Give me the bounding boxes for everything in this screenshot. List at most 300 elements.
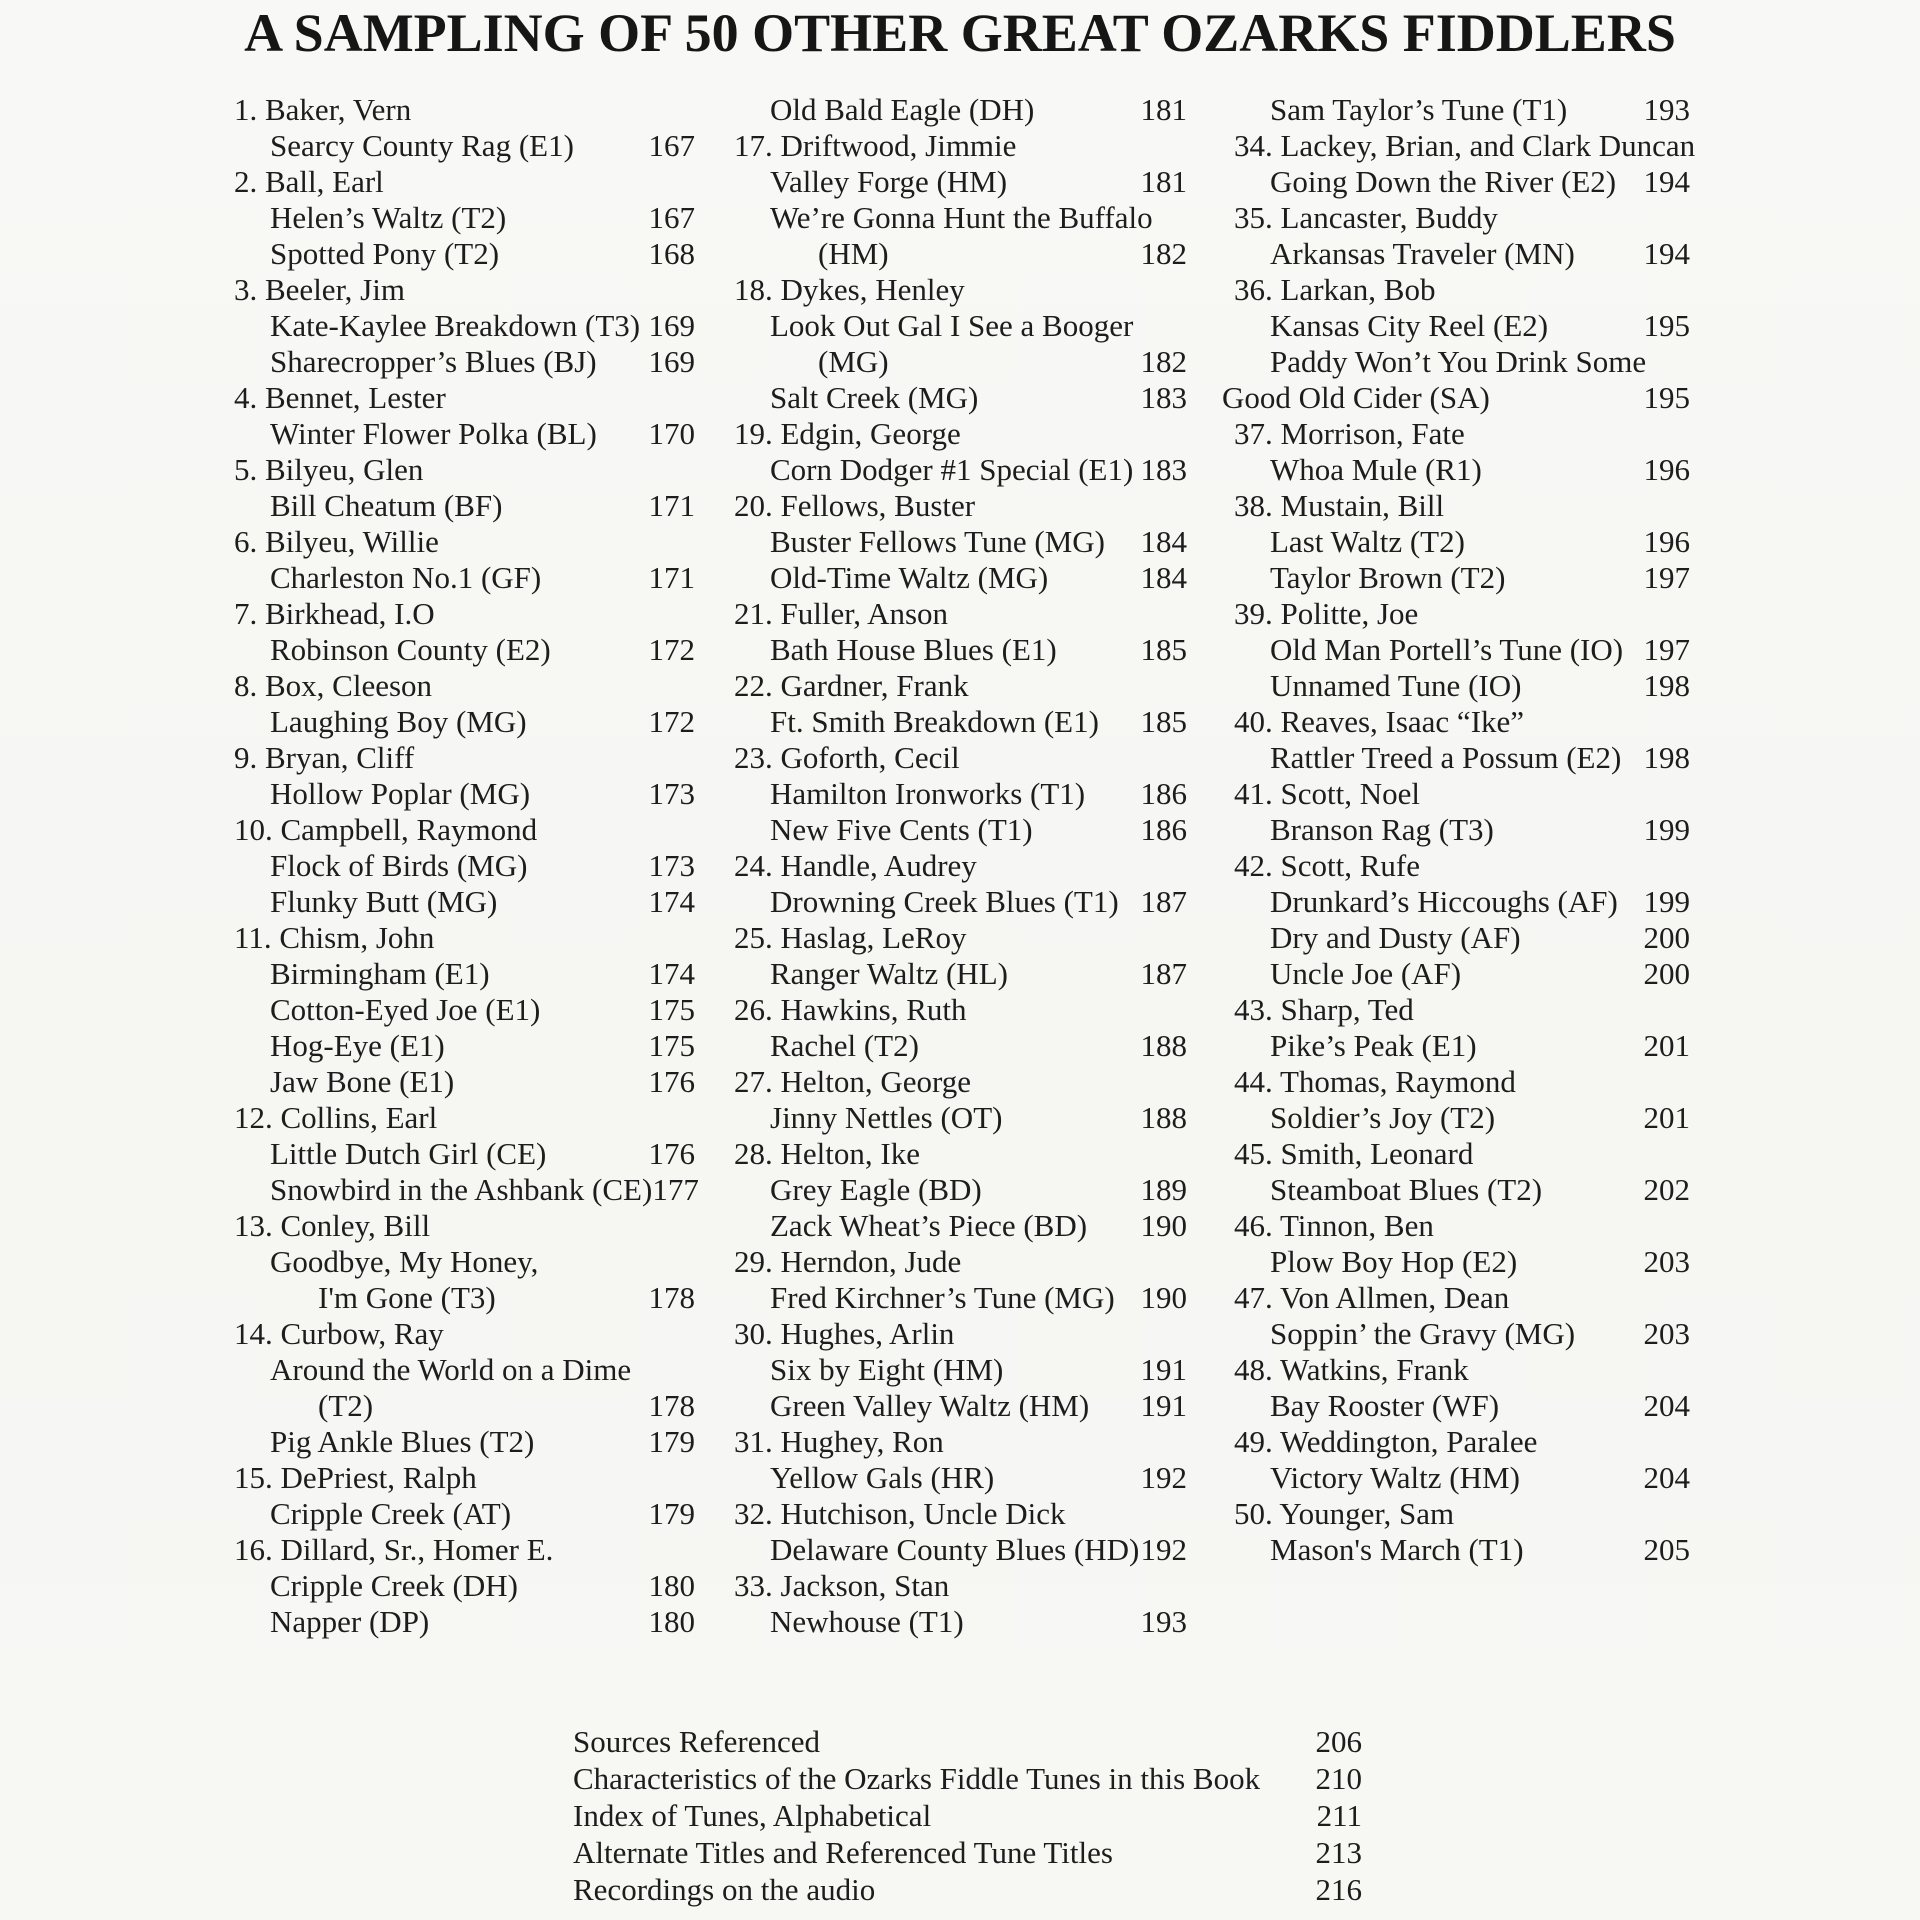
- tune-title: Delaware County Blues (HD): [770, 1532, 1140, 1567]
- tune-title: Zack Wheat’s Piece (BD): [770, 1208, 1088, 1243]
- toc-column-1: [222, 92, 699, 1640]
- fiddler-entry: [1222, 272, 1690, 308]
- fiddler-name: 9. Bryan, Cliff: [234, 740, 415, 775]
- tune-entry: [722, 1604, 1187, 1640]
- fiddler-entry: [722, 668, 1187, 704]
- tune-title: Spotted Pony (T2): [270, 236, 500, 271]
- tune-entry: [1222, 308, 1690, 344]
- fiddler-entry: [222, 164, 695, 200]
- page-number: 197: [1643, 632, 1690, 667]
- tune-title: Ranger Waltz (HL): [770, 956, 1008, 991]
- page-number: 189: [1140, 1172, 1187, 1207]
- tune-entry: [722, 884, 1187, 920]
- page-number: 184: [1140, 560, 1187, 595]
- tune-entry: [1222, 632, 1690, 668]
- tune-title: Old Man Portell’s Tune (IO): [1270, 632, 1624, 667]
- tune-entry: [222, 416, 695, 452]
- fiddler-name: 50. Younger, Sam: [1234, 1496, 1455, 1531]
- tune-title: Plow Boy Hop (E2): [1270, 1244, 1518, 1279]
- tune-entry: [1222, 380, 1690, 416]
- page-number: 182: [1140, 344, 1187, 379]
- tune-entry: [222, 344, 695, 380]
- fiddler-name: 10. Campbell, Raymond: [234, 812, 538, 847]
- page-number: 180: [648, 1604, 695, 1639]
- tune-title: Drunkard’s Hiccoughs (AF): [1270, 884, 1618, 919]
- fiddler-entry: [222, 92, 695, 128]
- tune-title: Soldier’s Joy (T2): [1270, 1100, 1496, 1135]
- tune-entry: [222, 1244, 695, 1280]
- page-number: 169: [648, 308, 695, 343]
- tune-title: Bill Cheatum (BF): [270, 488, 503, 523]
- tune-title: (MG): [818, 344, 889, 379]
- fiddler-entry: [1222, 1208, 1690, 1244]
- fiddler-entry: [1222, 128, 1696, 164]
- tune-entry: [222, 1388, 695, 1424]
- page-number: 213: [1315, 1835, 1362, 1870]
- page-number: 185: [1140, 632, 1187, 667]
- tune-entry: [222, 1604, 695, 1640]
- page-number: 183: [1140, 380, 1187, 415]
- page-number: 201: [1643, 1100, 1690, 1135]
- tune-title: Old-Time Waltz (MG): [770, 560, 1049, 595]
- fiddler-name: 48. Watkins, Frank: [1234, 1352, 1469, 1387]
- tune-title: Yellow Gals (HR): [770, 1460, 995, 1495]
- page-number: 205: [1643, 1532, 1690, 1567]
- tune-entry: [1222, 1244, 1690, 1280]
- tune-title: Sharecropper’s Blues (BJ): [270, 344, 597, 379]
- tune-entry: [722, 776, 1187, 812]
- fiddler-name: 1. Baker, Vern: [234, 92, 412, 127]
- page-number: 172: [648, 632, 695, 667]
- page-number: 195: [1643, 380, 1690, 415]
- tune-title: Soppin’ the Gravy (MG): [1270, 1316, 1576, 1351]
- page-number: 170: [648, 416, 695, 451]
- tune-title: Good Old Cider (SA): [1222, 380, 1490, 415]
- page-number: 194: [1643, 164, 1690, 199]
- footer-label: Alternate Titles and Referenced Tune Titles: [573, 1835, 1113, 1870]
- fiddler-name: 23. Goforth, Cecil: [734, 740, 960, 775]
- tune-title: Kansas City Reel (E2): [1270, 308, 1549, 343]
- footer-entry: [573, 1723, 1362, 1760]
- fiddler-entry: [1222, 848, 1690, 884]
- page-number: 200: [1643, 956, 1690, 991]
- fiddler-name: 19. Edgin, George: [734, 416, 961, 451]
- tune-title: Around the World on a Dime: [270, 1352, 632, 1387]
- tune-title: Grey Eagle (BD): [770, 1172, 982, 1207]
- tune-entry: [222, 1280, 695, 1316]
- fiddler-entry: [722, 1136, 1187, 1172]
- fiddler-name: 17. Driftwood, Jimmie: [734, 128, 1017, 163]
- page-number: 199: [1643, 812, 1690, 847]
- tune-entry: [722, 1280, 1187, 1316]
- fiddler-entry: [722, 920, 1187, 956]
- tune-entry: [722, 1172, 1187, 1208]
- tune-entry: [1222, 884, 1690, 920]
- tune-title: Victory Waltz (HM): [1270, 1460, 1520, 1495]
- tune-entry: [222, 200, 695, 236]
- fiddler-entry: [1222, 1352, 1690, 1388]
- fiddler-entry: [722, 1244, 1187, 1280]
- fiddler-name: 5. Bilyeu, Glen: [234, 452, 424, 487]
- tune-entry: [1222, 1460, 1690, 1496]
- tune-title: Branson Rag (T3): [1270, 812, 1494, 847]
- page-number: 181: [1140, 164, 1187, 199]
- fiddler-entry: [1222, 776, 1690, 812]
- fiddler-name: 8. Box, Cleeson: [234, 668, 433, 703]
- tune-title: Kate-Kaylee Breakdown (T3): [270, 308, 641, 343]
- tune-title: Bay Rooster (WF): [1270, 1388, 1500, 1423]
- tune-title: Cripple Creek (DH): [270, 1568, 518, 1603]
- page-number: 176: [648, 1136, 695, 1171]
- tune-entry: [222, 632, 695, 668]
- fiddler-name: 49. Weddington, Paralee: [1234, 1424, 1538, 1459]
- tune-title: Little Dutch Girl (CE): [270, 1136, 547, 1171]
- page-number: 181: [1140, 92, 1187, 127]
- tune-title: Napper (DP): [270, 1604, 430, 1639]
- fiddler-name: 14. Curbow, Ray: [234, 1316, 444, 1351]
- page-number: 168: [648, 236, 695, 271]
- page-number: 179: [648, 1424, 695, 1459]
- fiddler-name: 13. Conley, Bill: [234, 1208, 431, 1243]
- tune-entry: [222, 704, 695, 740]
- fiddler-name: 47. Von Allmen, Dean: [1234, 1280, 1510, 1315]
- fiddler-name: 3. Beeler, Jim: [234, 272, 405, 307]
- tune-entry: [1222, 668, 1690, 704]
- tune-entry: [1222, 812, 1690, 848]
- tune-title: Snowbird in the Ashbank (CE): [270, 1172, 653, 1207]
- tune-entry: [722, 1460, 1187, 1496]
- fiddler-name: 21. Fuller, Anson: [734, 596, 949, 631]
- tune-entry: [722, 236, 1187, 272]
- tune-title: Corn Dodger #1 Special (E1): [770, 452, 1134, 487]
- fiddler-name: 25. Haslag, LeRoy: [734, 920, 967, 955]
- page-number: 174: [648, 956, 695, 991]
- page-number: 203: [1643, 1244, 1690, 1279]
- tune-entry: [1222, 524, 1690, 560]
- tune-entry: [722, 92, 1187, 128]
- tune-title: Old Bald Eagle (DH): [770, 92, 1035, 127]
- page-number: 197: [1643, 560, 1690, 595]
- page-number: 175: [648, 992, 695, 1027]
- tune-entry: [222, 1568, 695, 1604]
- fiddler-entry: [1222, 1136, 1690, 1172]
- tune-entry: [722, 344, 1187, 380]
- tune-title: Flunky Butt (MG): [270, 884, 498, 919]
- fiddler-name: 28. Helton, Ike: [734, 1136, 920, 1171]
- fiddler-name: 24. Handle, Audrey: [734, 848, 977, 883]
- toc-column-3: [1222, 92, 1696, 1568]
- fiddler-name: 20. Fellows, Buster: [734, 488, 976, 523]
- tune-entry: [222, 1172, 699, 1208]
- fiddler-entry: [222, 1100, 695, 1136]
- tune-entry: [222, 776, 695, 812]
- fiddler-entry: [222, 1316, 695, 1352]
- tune-title: Ft. Smith Breakdown (E1): [770, 704, 1099, 739]
- page-number: 188: [1140, 1100, 1187, 1135]
- footer-label: Characteristics of the Ozarks Fiddle Tunes in this Book: [573, 1761, 1261, 1796]
- fiddler-entry: [1222, 704, 1690, 740]
- footer-label: Sources Referenced: [573, 1724, 821, 1759]
- fiddler-name: 26. Hawkins, Ruth: [734, 992, 967, 1027]
- tune-title: Unnamed Tune (IO): [1270, 668, 1522, 703]
- fiddler-name: 32. Hutchison, Uncle Dick: [734, 1496, 1066, 1531]
- tune-title: Bath House Blues (E1): [770, 632, 1057, 667]
- tune-entry: [222, 128, 695, 164]
- page-number: 196: [1643, 452, 1690, 487]
- fiddler-entry: [722, 596, 1187, 632]
- fiddler-name: 16. Dillard, Sr., Homer E.: [234, 1532, 554, 1567]
- page-number: 176: [648, 1064, 695, 1099]
- tune-title: Look Out Gal I See a Booger: [770, 308, 1134, 343]
- fiddler-entry: [1222, 992, 1690, 1028]
- page-number: 177: [652, 1172, 699, 1207]
- tune-title: Winter Flower Polka (BL): [270, 416, 597, 451]
- fiddler-entry: [222, 1532, 695, 1568]
- fiddler-entry: [1222, 1280, 1690, 1316]
- fiddler-entry: [1222, 416, 1690, 452]
- fiddler-entry: [1222, 1496, 1690, 1532]
- fiddler-entry: [722, 1424, 1187, 1460]
- page-number: 196: [1643, 524, 1690, 559]
- tune-entry: [722, 1388, 1187, 1424]
- tune-entry: [722, 1532, 1187, 1568]
- tune-entry: [1222, 344, 1690, 380]
- tune-entry: [222, 992, 695, 1028]
- tune-entry: [722, 956, 1187, 992]
- fiddler-entry: [722, 488, 1187, 524]
- fiddler-entry: [722, 416, 1187, 452]
- tune-title: Arkansas Traveler (MN): [1270, 236, 1575, 271]
- tune-title: Buster Fellows Tune (MG): [770, 524, 1106, 559]
- tune-entry: [722, 380, 1187, 416]
- page-number: 187: [1140, 956, 1187, 991]
- tune-title: Birmingham (E1): [270, 956, 490, 991]
- fiddler-entry: [722, 1496, 1187, 1532]
- fiddler-entry: [222, 1460, 695, 1496]
- fiddler-name: 40. Reaves, Isaac “Ike”: [1234, 704, 1525, 739]
- tune-entry: [1222, 560, 1690, 596]
- tune-entry: [222, 1028, 695, 1064]
- page-number: 167: [648, 128, 695, 163]
- tune-title: Jinny Nettles (OT): [770, 1100, 1003, 1135]
- page-title: A SAMPLING OF 50 OTHER GREAT OZARKS FIDDLERS: [244, 3, 1676, 63]
- page-number: 172: [648, 704, 695, 739]
- fiddler-name: 41. Scott, Noel: [1234, 776, 1420, 811]
- tune-entry: [1222, 452, 1690, 488]
- fiddler-entry: [722, 740, 1187, 776]
- fiddler-entry: [1222, 596, 1690, 632]
- fiddler-name: 42. Scott, Rufe: [1234, 848, 1420, 883]
- tune-entry: [222, 848, 695, 884]
- tune-entry: [222, 884, 695, 920]
- tune-entry: [1222, 1532, 1690, 1568]
- tune-entry: [222, 308, 695, 344]
- tune-entry: [222, 488, 695, 524]
- page-number: 210: [1315, 1761, 1362, 1796]
- fiddler-name: 46. Tinnon, Ben: [1234, 1208, 1434, 1243]
- fiddler-entry: [1222, 488, 1690, 524]
- page-number: 184: [1140, 524, 1187, 559]
- tune-entry: [722, 560, 1187, 596]
- page-number: 178: [648, 1280, 695, 1315]
- fiddler-entry: [722, 128, 1187, 164]
- fiddler-name: 2. Ball, Earl: [234, 164, 384, 199]
- page-number: 167: [648, 200, 695, 235]
- tune-entry: [1222, 1388, 1690, 1424]
- fiddler-name: 45. Smith, Leonard: [1234, 1136, 1474, 1171]
- page-number: 180: [648, 1568, 695, 1603]
- tune-entry: [722, 308, 1187, 344]
- tune-entry: [222, 956, 695, 992]
- tune-entry: [722, 1028, 1187, 1064]
- tune-entry: [1222, 1100, 1690, 1136]
- fiddler-entry: [222, 920, 695, 956]
- tune-title: Hamilton Ironworks (T1): [770, 776, 1086, 811]
- fiddler-entry: [222, 812, 695, 848]
- tune-entry: [722, 632, 1187, 668]
- fiddler-entry: [222, 668, 695, 704]
- fiddler-name: 33. Jackson, Stan: [734, 1568, 950, 1603]
- page-number: 173: [648, 848, 695, 883]
- page-number: 201: [1643, 1028, 1690, 1063]
- tune-title: Last Waltz (T2): [1270, 524, 1465, 559]
- tune-entry: [1222, 1172, 1690, 1208]
- tune-title: Pig Ankle Blues (T2): [270, 1424, 535, 1459]
- tune-title: Six by Eight (HM): [770, 1352, 1004, 1387]
- footer-entry: [573, 1871, 1362, 1908]
- page-number: 191: [1140, 1388, 1187, 1423]
- tune-title: Drowning Creek Blues (T1): [770, 884, 1119, 919]
- tune-entry: [722, 164, 1187, 200]
- page-number: 203: [1643, 1316, 1690, 1351]
- fiddler-entry: [722, 272, 1187, 308]
- tune-title: Rachel (T2): [770, 1028, 919, 1063]
- tune-title: Hollow Poplar (MG): [270, 776, 531, 811]
- tune-entry: [722, 200, 1187, 236]
- tune-title: Dry and Dusty (AF): [1270, 920, 1521, 955]
- page-number: 186: [1140, 812, 1187, 847]
- page-number: 211: [1316, 1798, 1362, 1833]
- tune-title: (T2): [318, 1388, 374, 1423]
- tune-title: Flock of Birds (MG): [270, 848, 528, 883]
- page-number: 204: [1643, 1460, 1690, 1495]
- page-number: 216: [1315, 1872, 1362, 1907]
- fiddler-name: 43. Sharp, Ted: [1234, 992, 1414, 1027]
- fiddler-name: 7. Birkhead, I.O: [234, 596, 435, 631]
- fiddler-name: 44. Thomas, Raymond: [1234, 1064, 1516, 1099]
- fiddler-name: 18. Dykes, Henley: [734, 272, 965, 307]
- fiddler-name: 39. Politte, Joe: [1234, 596, 1419, 631]
- tune-title: Salt Creek (MG): [770, 380, 979, 415]
- tune-entry: [1222, 1316, 1690, 1352]
- tune-title: Newhouse (T1): [770, 1604, 964, 1639]
- fiddler-name: 30. Hughes, Arlin: [734, 1316, 955, 1351]
- fiddler-name: 29. Herndon, Jude: [734, 1244, 962, 1279]
- fiddler-entry: [222, 380, 695, 416]
- tune-entry: [222, 236, 695, 272]
- tune-entry: [222, 1424, 695, 1460]
- tune-entry: [722, 452, 1187, 488]
- tune-entry: [722, 1352, 1187, 1388]
- page-number: 199: [1643, 884, 1690, 919]
- fiddler-name: 4. Bennet, Lester: [234, 380, 446, 415]
- tune-title: Searcy County Rag (E1): [270, 128, 574, 163]
- tune-entry: [722, 704, 1187, 740]
- fiddler-entry: [222, 740, 695, 776]
- fiddler-name: 22. Gardner, Frank: [734, 668, 969, 703]
- page-number: 175: [648, 1028, 695, 1063]
- tune-entry: [222, 1136, 695, 1172]
- tune-title: Sam Taylor’s Tune (T1): [1270, 92, 1568, 127]
- page-number: 179: [648, 1496, 695, 1531]
- tune-title: Going Down the River (E2): [1270, 164, 1617, 199]
- fiddler-name: 12. Collins, Earl: [234, 1100, 438, 1135]
- tune-title: Cripple Creek (AT): [270, 1496, 512, 1531]
- tune-title: (HM): [818, 236, 889, 271]
- tune-title: Valley Forge (HM): [770, 164, 1008, 199]
- page-number: 171: [648, 488, 695, 523]
- page-number: 188: [1140, 1028, 1187, 1063]
- fiddler-name: 38. Mustain, Bill: [1234, 488, 1445, 523]
- tune-title: I'm Gone (T3): [318, 1280, 496, 1315]
- tune-title: Charleston No.1 (GF): [270, 560, 542, 595]
- page-number: 186: [1140, 776, 1187, 811]
- page-number: 204: [1643, 1388, 1690, 1423]
- tune-entry: [222, 560, 695, 596]
- tune-title: New Five Cents (T1): [770, 812, 1033, 847]
- fiddler-entry: [222, 524, 695, 560]
- page-number: 182: [1140, 236, 1187, 271]
- tune-entry: [1222, 956, 1690, 992]
- tune-title: Mason's March (T1): [1270, 1532, 1524, 1567]
- page-number: 198: [1643, 668, 1690, 703]
- fiddler-entry: [222, 272, 695, 308]
- tune-title: Goodbye, My Honey,: [270, 1244, 539, 1279]
- page-number: 192: [1140, 1460, 1187, 1495]
- page-number: 178: [648, 1388, 695, 1423]
- fiddler-entry: [722, 1316, 1187, 1352]
- page-number: 198: [1643, 740, 1690, 775]
- tune-title: Hog-Eye (E1): [270, 1028, 445, 1063]
- fiddler-name: 15. DePriest, Ralph: [234, 1460, 477, 1495]
- footer-label: Recordings on the audio: [573, 1872, 876, 1907]
- tune-entry: [722, 1100, 1187, 1136]
- fiddler-entry: [722, 1568, 1187, 1604]
- page-number: 171: [648, 560, 695, 595]
- page-number: 183: [1140, 452, 1187, 487]
- tune-title: Cotton-Eyed Joe (E1): [270, 992, 541, 1027]
- tune-title: Uncle Joe (AF): [1270, 956, 1462, 991]
- tune-title: Jaw Bone (E1): [270, 1064, 455, 1099]
- tune-entry: [722, 524, 1187, 560]
- page-number: 174: [648, 884, 695, 919]
- fiddler-entry: [222, 596, 695, 632]
- page-number: 169: [648, 344, 695, 379]
- page-number: 193: [1643, 92, 1690, 127]
- fiddler-name: 31. Hughey, Ron: [734, 1424, 944, 1459]
- fiddler-name: 34. Lackey, Brian, and Clark Duncan: [1234, 128, 1696, 163]
- tune-title: We’re Gonna Hunt the Buffalo: [770, 200, 1153, 235]
- fiddler-entry: [222, 452, 695, 488]
- tune-entry: [222, 1496, 695, 1532]
- page-number: 193: [1140, 1604, 1187, 1639]
- tune-title: Green Valley Waltz (HM): [770, 1388, 1090, 1423]
- page-number: 202: [1643, 1172, 1690, 1207]
- tune-title: Pike’s Peak (E1): [1270, 1028, 1477, 1063]
- page-number: 191: [1140, 1352, 1187, 1387]
- fiddler-entry: [722, 1064, 1187, 1100]
- tune-entry: [1222, 740, 1690, 776]
